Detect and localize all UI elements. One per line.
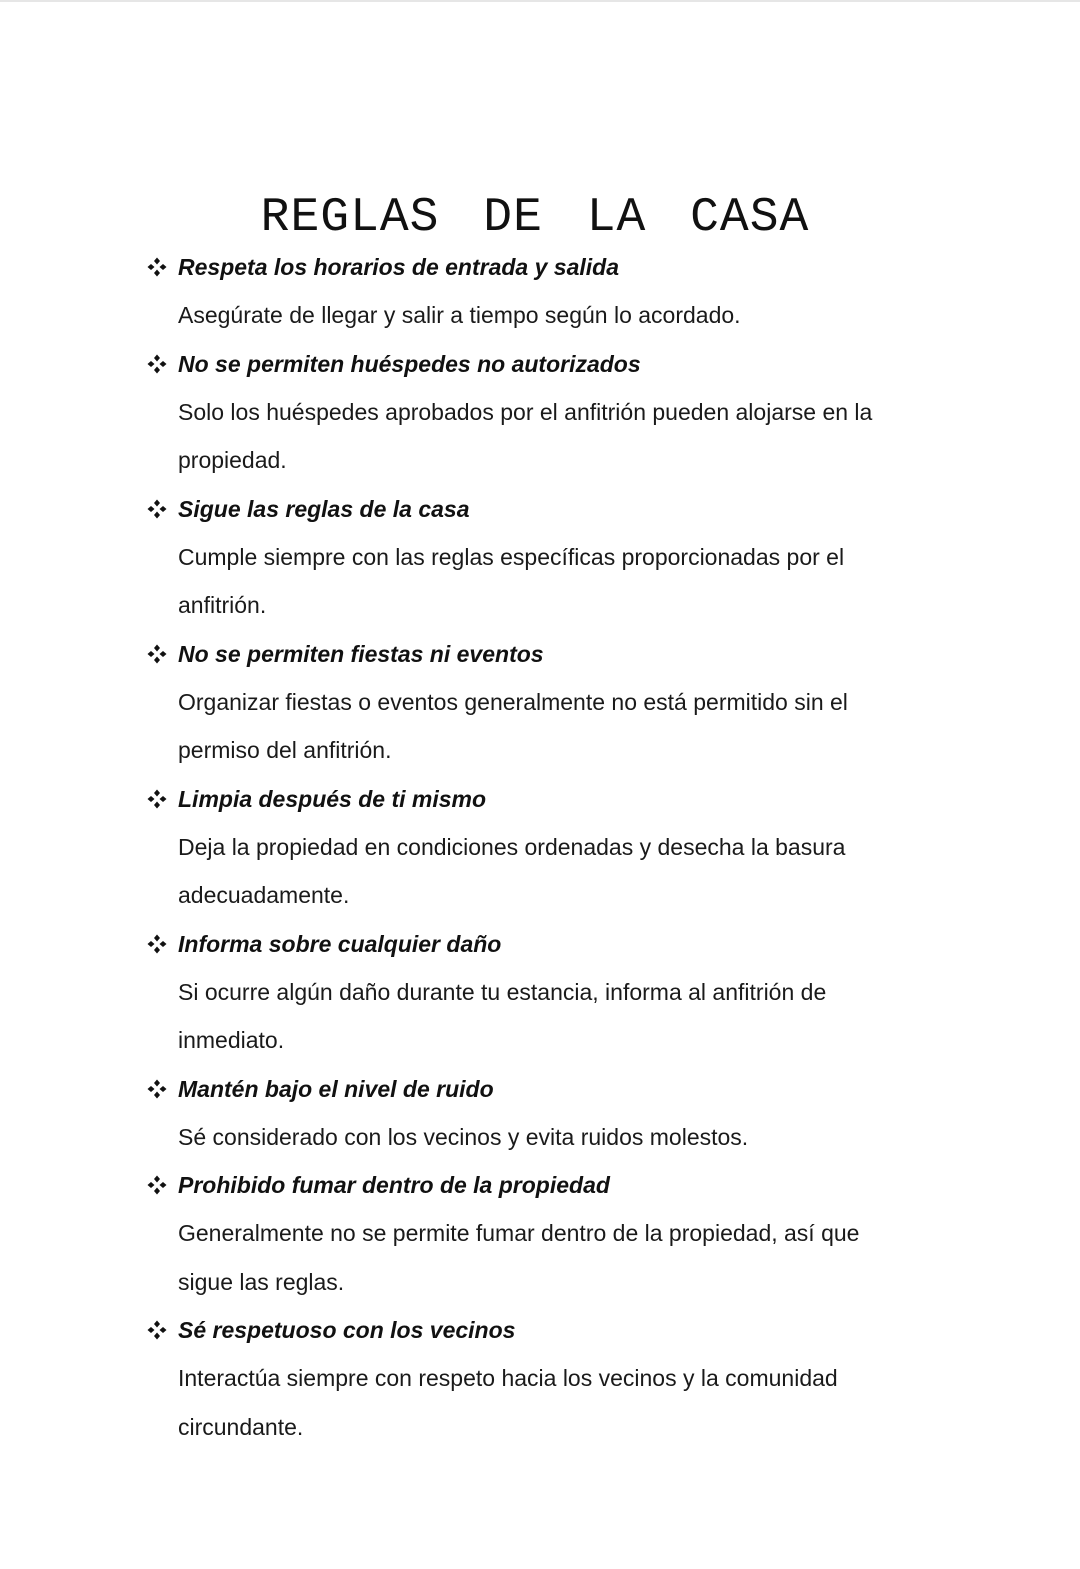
rule-heading (146, 1306, 946, 1354)
rule-heading (146, 630, 946, 678)
diamond-bullet-icon (146, 1306, 168, 1354)
diamond-bullet-icon (146, 630, 168, 678)
rule-item (146, 243, 946, 340)
rule-heading (146, 243, 946, 291)
rule-description: Si ocurre algún daño durante tu estancia, informa al anfitrión de inmediato. (178, 978, 827, 1053)
rule-title: Mantén bajo el nivel de ruido (178, 1075, 494, 1102)
rule-description: Generalmente no se permite fumar dentro de la propiedad, así que sigue las reglas. (178, 1220, 860, 1295)
rule-item (146, 630, 946, 775)
rule-item (146, 920, 946, 1065)
rule-heading (146, 485, 946, 533)
rule-description: Interactúa siempre con respeto hacia los vecinos y la comunidad circundante. (178, 1365, 838, 1440)
rule-item (146, 1161, 946, 1306)
rule-description: Sé considerado con los vecinos y evita ruidos molestos. (178, 1123, 749, 1150)
rule-heading (146, 775, 946, 823)
rule-description: Solo los huéspedes aprobados por el anfitrión pueden alojarse en la propiedad. (178, 398, 873, 473)
page-title: REGLAS DE LA CASA (260, 191, 810, 246)
rule-item (146, 775, 946, 920)
rule-title: Sé respetuoso con los vecinos (178, 1317, 516, 1343)
diamond-bullet-icon (146, 920, 168, 968)
rule-description: Deja la propiedad en condiciones ordenadas y desecha la basura adecuadamente. (178, 833, 846, 908)
diamond-bullet-icon (146, 340, 168, 388)
diamond-bullet-icon (146, 775, 168, 823)
diamond-bullet-icon (146, 243, 168, 291)
rule-description: Cumple siempre con las reglas específicas proporcionadas por el anfitrión. (178, 543, 845, 618)
rule-heading (146, 1161, 946, 1209)
rule-heading (146, 340, 946, 388)
rule-item (146, 485, 946, 630)
rule-title: Limpia después de ti mismo (178, 785, 487, 812)
rules-list (146, 243, 946, 1451)
rule-title: Informa sobre cualquier daño (178, 930, 502, 957)
rule-title: No se permiten fiestas ni eventos (178, 640, 544, 667)
rule-item (146, 1065, 946, 1162)
page-top-edge (0, 0, 1080, 2)
rule-title: No se permiten huéspedes no autorizados (178, 350, 641, 377)
rule-title: Prohibido fumar dentro de la propiedad (178, 1172, 610, 1198)
diamond-bullet-icon (146, 1161, 168, 1209)
rule-heading (146, 920, 946, 968)
rule-item (146, 340, 946, 485)
rule-description: Organizar fiestas o eventos generalmente no está permitido sin el permiso del anfitrión. (178, 688, 848, 763)
rule-title: Respeta los horarios de entrada y salida (178, 254, 619, 280)
rule-heading (146, 1065, 946, 1113)
rule-item (146, 1306, 946, 1451)
rule-title: Sigue las reglas de la casa (178, 495, 470, 522)
rule-description: Asegúrate de llegar y salir a tiempo según lo acordado. (178, 302, 741, 328)
diamond-bullet-icon (146, 1065, 168, 1113)
diamond-bullet-icon (146, 485, 168, 533)
